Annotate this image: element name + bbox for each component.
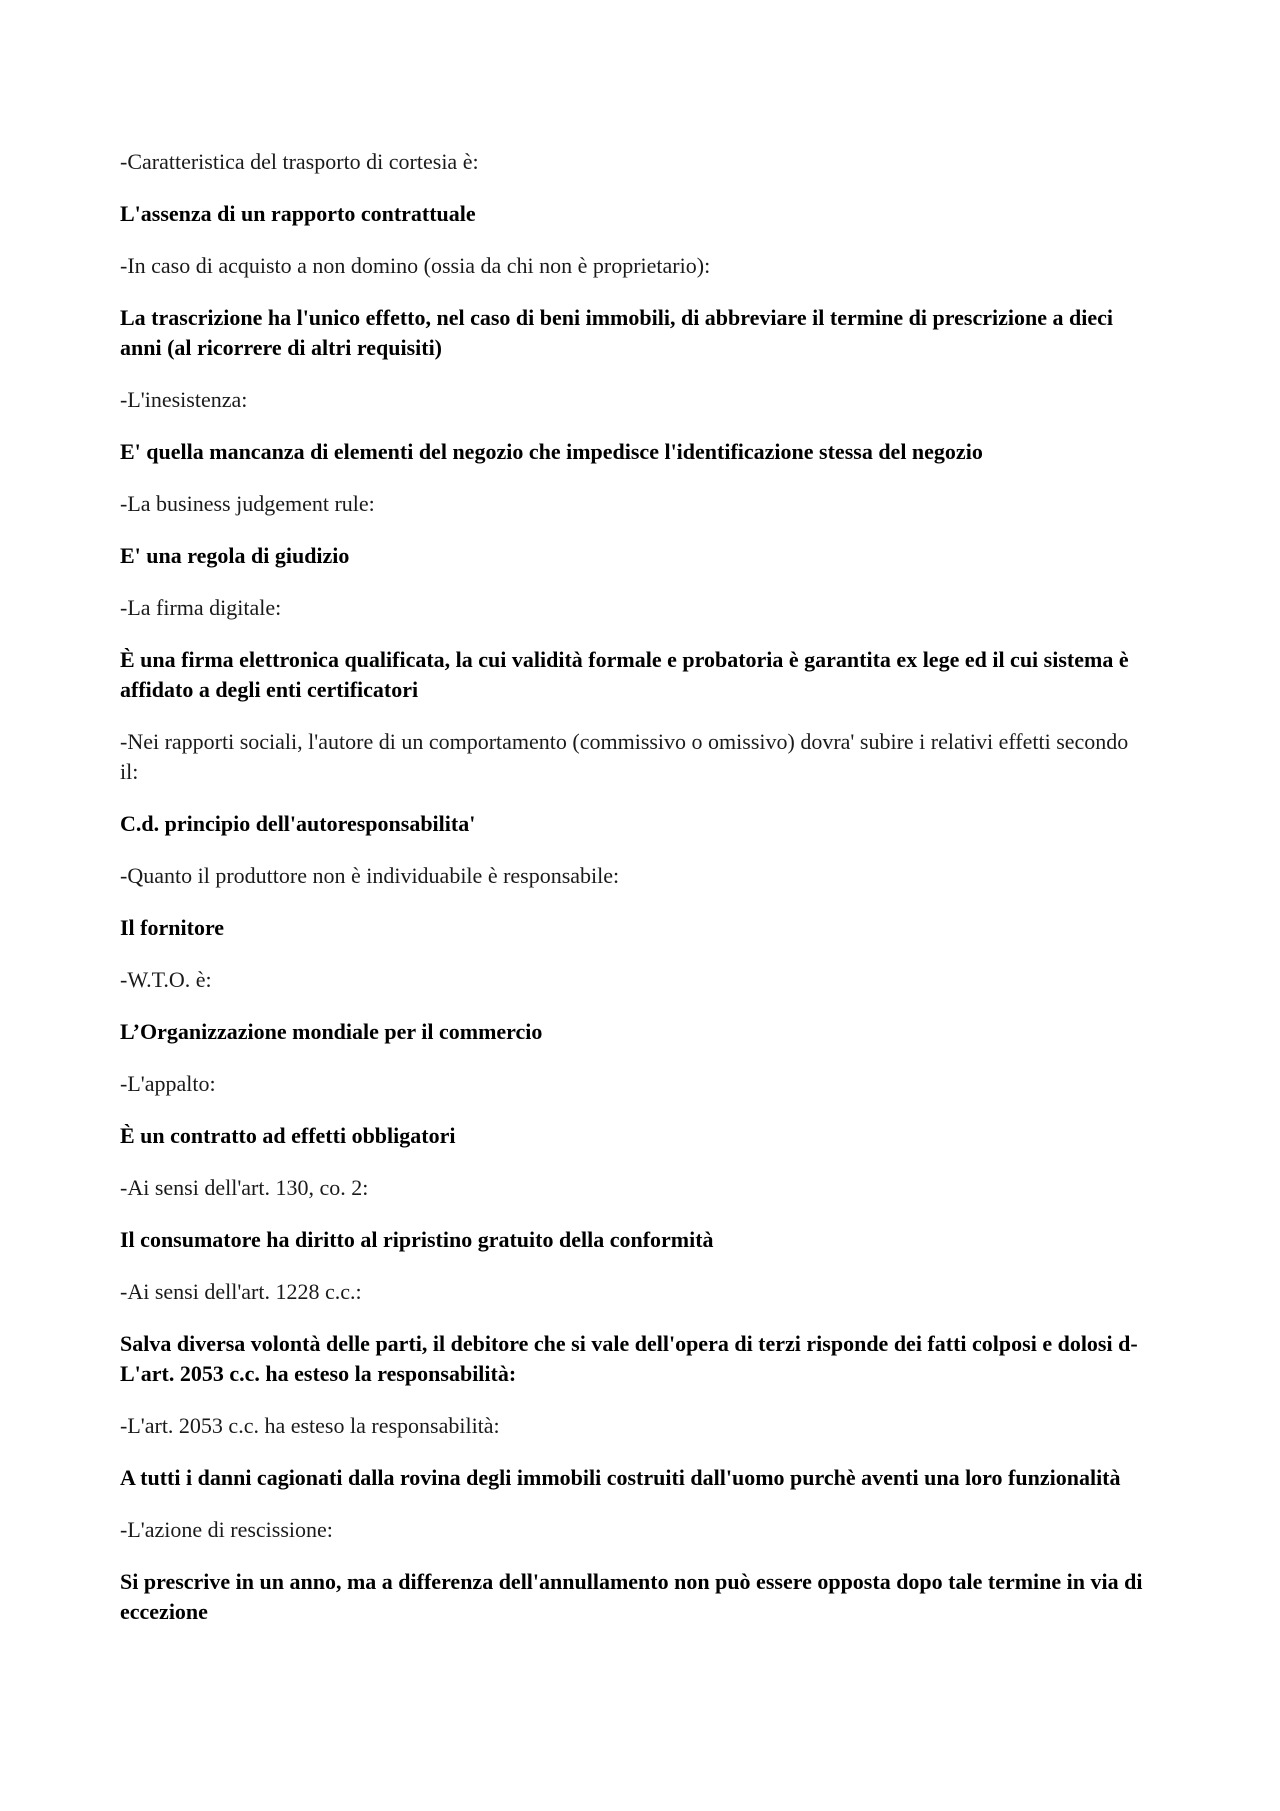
qa-item: [120, 489, 1150, 571]
qa-item: [120, 727, 1150, 839]
question-text: -Ai sensi dell'art. 1228 c.c.:: [120, 1279, 362, 1304]
qa-item: [120, 385, 1150, 467]
question-text: -La firma digitale:: [120, 595, 282, 620]
answer-text: Si prescrive in un anno, ma a differenza dell'annullamento non può essere opposta dopo tale termine in via di eccezione: [120, 1569, 1143, 1624]
question-text: -Ai sensi dell'art. 130, co. 2:: [120, 1175, 369, 1200]
answer-text: E' una regola di giudizio: [120, 543, 350, 568]
answer-text: Il fornitore: [120, 915, 225, 940]
document-content: [120, 147, 1150, 1649]
question-text: -Caratteristica del trasporto di cortesia è:: [120, 149, 479, 174]
answer-text: È un contratto ad effetti obbligatori: [120, 1123, 456, 1148]
question-text: -Nei rapporti sociali, l'autore di un comportamento (commissivo o omissivo) dovra' subire i relativi effetti secondo il:: [120, 729, 1129, 784]
qa-item: [120, 1277, 1150, 1389]
qa-item: [120, 1515, 1150, 1627]
qa-item: [120, 147, 1150, 229]
question-text: -La business judgement rule:: [120, 491, 375, 516]
answer-text: C.d. principio dell'autoresponsabilita': [120, 811, 476, 836]
answer-text: Salva diversa volontà delle parti, il debitore che si vale dell'opera di terzi risponde dei fatti colposi e dolosi d-L'art. 2053 c.c. ha esteso la responsabilità:: [120, 1331, 1138, 1386]
answer-text: Il consumatore ha diritto al ripristino gratuito della conformità: [120, 1227, 714, 1252]
qa-item: [120, 1173, 1150, 1255]
qa-item: [120, 965, 1150, 1047]
qa-item: [120, 1069, 1150, 1151]
answer-text: A tutti i danni cagionati dalla rovina degli immobili costruiti dall'uomo purchè aventi una loro funzionalità: [120, 1465, 1121, 1490]
answer-text: È una firma elettronica qualificata, la cui validità formale e probatoria è garantita ex lege ed il cui sistema è affidato a degli enti certificatori: [120, 647, 1129, 702]
question-text: -L'art. 2053 c.c. ha esteso la responsabilità:: [120, 1413, 500, 1438]
question-text: -Quanto il produttore non è individuabile è responsabile:: [120, 863, 620, 888]
answer-text: L’Organizzazione mondiale per il commercio: [120, 1019, 543, 1044]
qa-item: [120, 251, 1150, 363]
question-text: -W.T.O. è:: [120, 967, 212, 992]
answer-text: L'assenza di un rapporto contrattuale: [120, 201, 476, 226]
answer-text: La trascrizione ha l'unico effetto, nel caso di beni immobili, di abbreviare il termine di prescrizione a dieci anni (al ricorrere di altri requisiti): [120, 305, 1113, 360]
answer-text: E' quella mancanza di elementi del negozio che impedisce l'identificazione stessa del negozio: [120, 439, 983, 464]
qa-item: [120, 861, 1150, 943]
question-text: -L'inesistenza:: [120, 387, 248, 412]
question-text: -L'azione di rescissione:: [120, 1517, 333, 1542]
question-text: -L'appalto:: [120, 1071, 216, 1096]
qa-item: [120, 1411, 1150, 1493]
question-text: -In caso di acquisto a non domino (ossia da chi non è proprietario):: [120, 253, 711, 278]
qa-item: [120, 593, 1150, 705]
